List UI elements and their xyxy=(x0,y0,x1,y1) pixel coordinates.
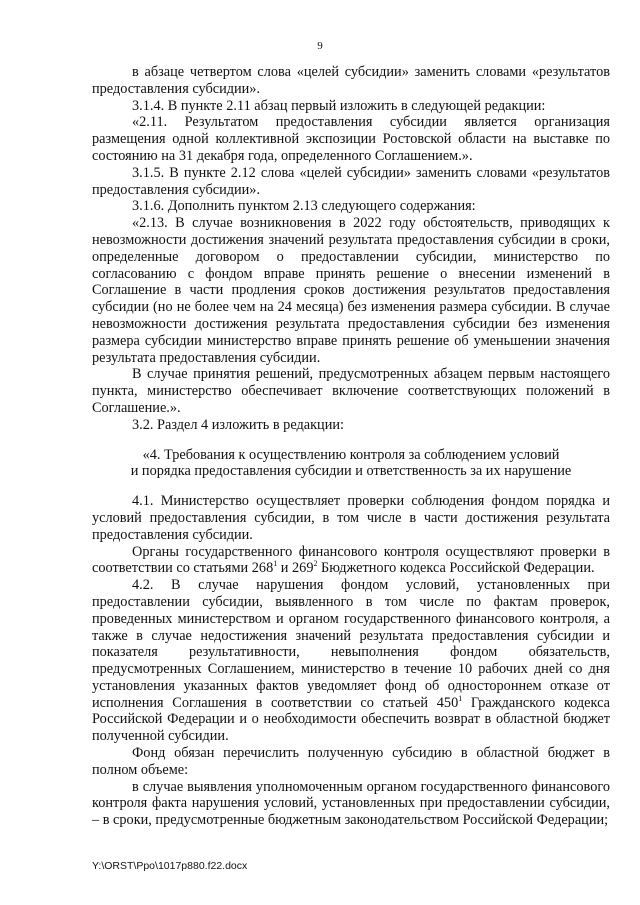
text-segment: Гражданского кодекса Российской Федерации и о необходимости обеспечить возврат в областной бюджет полученной субсидии. xyxy=(92,694,610,745)
paragraph-3-1-5: 3.1.5. В пункте 2.12 слова «целей субсидии» заменить словами «результатов предоставления субсидии». xyxy=(92,164,610,198)
paragraph-3-1-4: 3.1.4. В пункте 2.11 абзац первый изложить в следующей редакции: xyxy=(132,97,546,114)
superscript: 1 xyxy=(458,693,463,703)
paragraph-4-2 xyxy=(92,577,610,745)
paragraph-fund-obliged: Фонд обязан перечислить полученную субсидию в областной бюджет в полном объеме: xyxy=(92,745,610,778)
paragraph-4-1: 4.1. Министерство осуществляет проверки соблюдения фондом порядка и условий предоставления субсидии, в том числе в части достижения результата предоставления субсидии. xyxy=(92,493,610,543)
superscript: 2 xyxy=(313,559,318,569)
document-body xyxy=(92,64,610,829)
paragraph-3-1-6: 3.1.6. Дополнить пунктом 2.13 следующего содержания: xyxy=(132,198,476,215)
paragraph-3-2: 3.2. Раздел 4 изложить в редакции: xyxy=(132,416,344,433)
text-segment: Бюджетного кодекса Российской Федерации. xyxy=(317,560,595,577)
paragraph-abzats-4: в абзаце четвертом слова «целей субсидии» заменить словами «результатов предоставления субсидии». xyxy=(92,64,610,97)
paragraph-2-11: «2.11. Результатом предоставления субсидии является организация размещения одной коллективной экспозиции Ростовской области на выставке по состоянию на 31 декабря года, определенного Соглашением.». xyxy=(92,114,610,164)
superscript: 1 xyxy=(273,559,278,569)
text-segment: 4.2. В случае нарушения фондом условий, установленных при предоставлении субсидии, выявленного в том числе по фактам проверок, проведенных министерством и органом государственного финансового контроля, а также в случае недостижения значений результата предоставления субсидии и показателя результативности, невыполнения фондом обязательств, предусмотренных Соглашением, министерство в течение 10 рабочих дней со дня установления указанных фактов уведомляет фонд об одностороннем отказе от исполнения Соглашения в соответствии со статьей 450 xyxy=(92,577,610,711)
page-number: 9 xyxy=(317,40,323,52)
section-4-heading xyxy=(92,447,610,481)
paragraph-2-13: «2.13. В случае возникновения в 2022 году обстоятельств, приводящих к невозможности достижения значений результата предоставления субсидии в сроки, определенные договором о предоставлении субсидии, министерство по согласованию с фондом вправе принять решение о внесении изменений в Соглашение в части продления сроков достижения результатов предоставления субсидии (но не более чем на 24 месяца) без изменения размера субсидии. В случае невозможности достижения результата предоставления субсидии без изменения размера субсидии министерство вправе принять решение об уменьшении значения результата предоставления субсидии. xyxy=(92,215,610,366)
paragraph-2-13-second: В случае принятия решений, предусмотренных абзацем первым настоящего пункта, министерство обеспечивает включение соответствующих положений в Соглашение.». xyxy=(92,366,610,416)
text-segment: Органы государственного финансового контроля осуществляют проверки в соответствии со статьями 268 xyxy=(92,543,610,577)
section-4-heading-line1: «4. Требования к осуществлению контроля за соблюдением условий xyxy=(142,446,560,463)
paragraph-control-organs xyxy=(92,544,610,578)
text-segment: и 269 xyxy=(277,560,314,577)
paragraph-violation-case: в случае выявления уполномоченным органом государственного финансового контроля факта нарушения условий, установленных при предоставлении субсидии, – в сроки, предусмотренные бюджетным законодательством Российской Федерации; xyxy=(92,778,610,829)
section-4-heading-line2: и порядка предоставления субсидии и ответственность за их нарушение xyxy=(130,463,572,480)
footer-file-path: Y:\ORST\Ppo\1017p880.f22.docx xyxy=(92,860,248,872)
